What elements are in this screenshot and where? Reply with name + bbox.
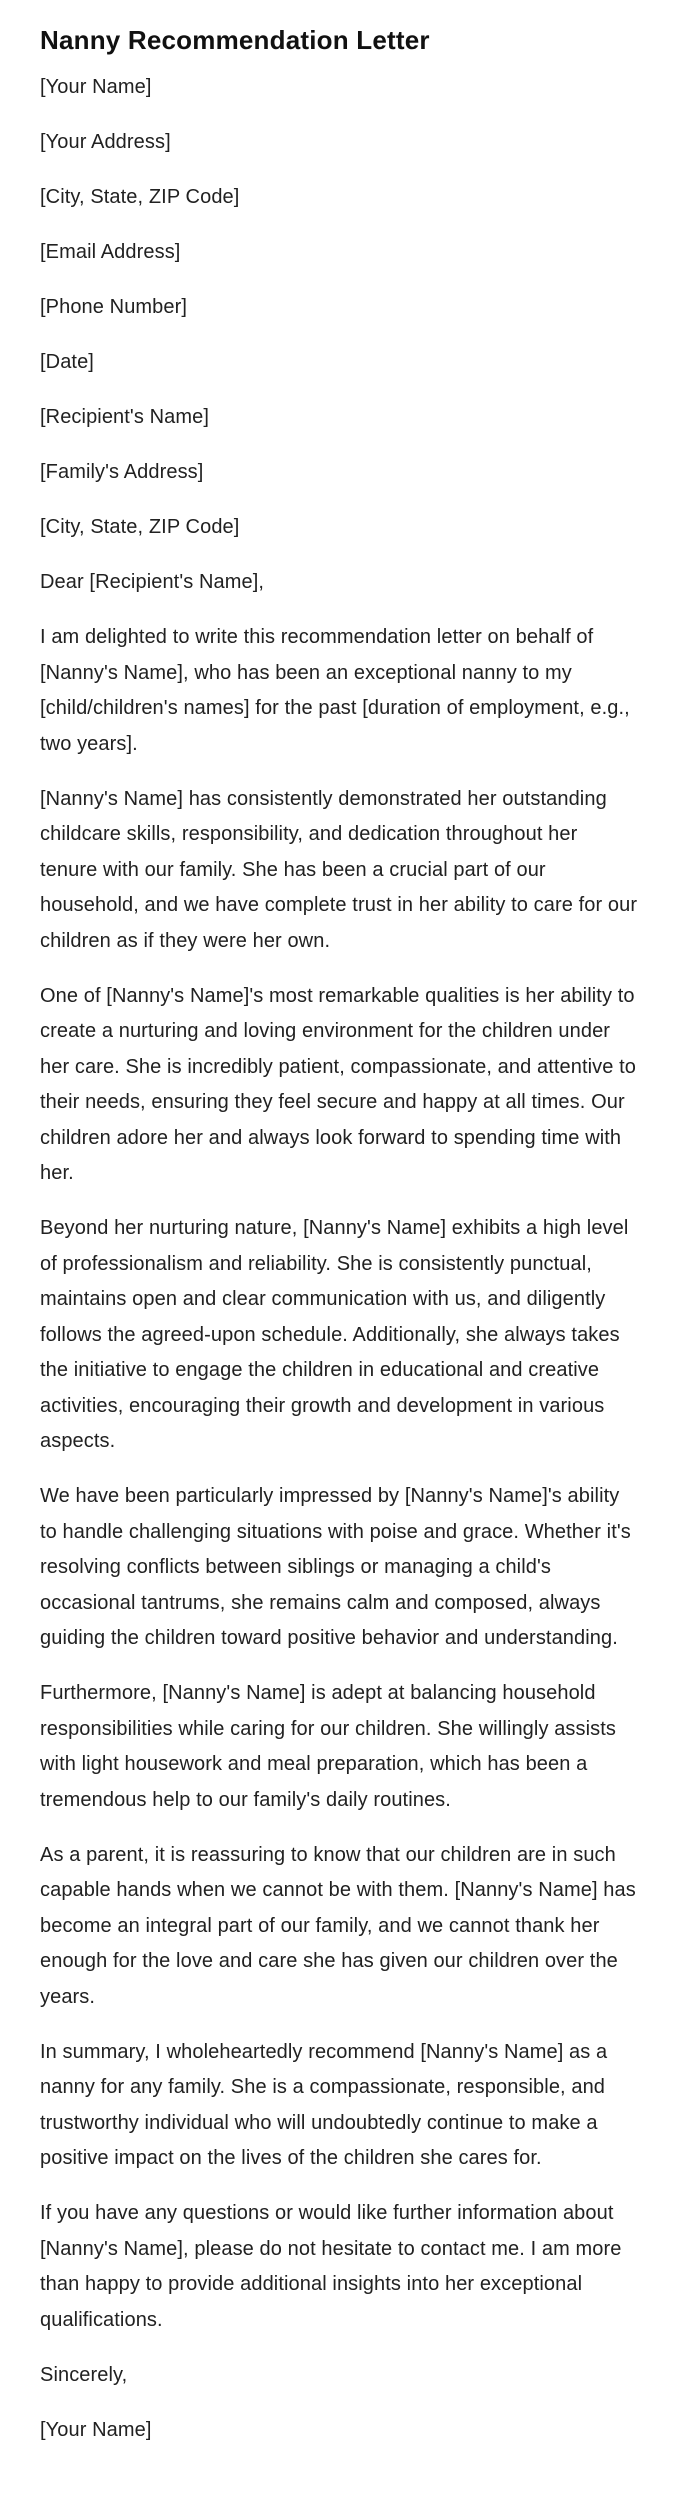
sender-name-placeholder: [Your Name] — [40, 76, 152, 98]
letter-closing: Sincerely, — [40, 2363, 128, 2386]
sender-phone-placeholder: [Phone Number] — [40, 296, 188, 318]
recipient-name-placeholder: [Recipient's Name] — [40, 406, 210, 428]
letter-paragraph-poise: We have been particularly impressed by [Nanny's Name]'s ability to handle challenging situations with poise and grace. Whether it's resolving conflicts between siblings or managing a child's occasional tantrums, she remains calm and composed, always guiding the children toward positive behavior and understanding. — [40, 1485, 631, 1649]
sender-email-placeholder: [Email Address] — [40, 241, 181, 263]
letter-paragraph-professionalism: Beyond her nurturing nature, [Nanny's Name] exhibits a high level of professionalism and reliability. She is consistently punctual, maintains open and clear communication with us, and diligently follows the agreed-upon schedule. Additionally, she always takes the initiative to engage the children in educational and creative activities, encouraging their growth and development in various aspects. — [40, 1217, 629, 1452]
letter-paragraph-intro: I am delighted to write this recommendation letter on behalf of [Nanny's Name], who has been an exceptional nanny to my [child/children's names] for the past [duration of employment, e.g., two years]. — [40, 626, 630, 755]
sender-city-state-zip-placeholder: [City, State, ZIP Code] — [40, 186, 240, 208]
recipient-city-state-zip-placeholder: [City, State, ZIP Code] — [40, 516, 240, 538]
letter-paragraph-reassurance: As a parent, it is reassuring to know that our children are in such capable hands when we cannot be with them. [Nanny's Name] has become an integral part of our family, and we cannot thank her enough for the love and care she has given our children over the years. — [40, 1843, 636, 2008]
letter-paragraph-household: Furthermore, [Nanny's Name] is adept at balancing household responsibilities while caring for our children. She willingly assists with light housework and meal preparation, which has been a tremendous help to our family's daily routines. — [40, 1682, 617, 1811]
date-placeholder: [Date] — [40, 351, 94, 373]
letter-paragraph-skills: [Nanny's Name] has consistently demonstrated her outstanding childcare skills, responsibility, and dedication throughout her tenure with our family. She has been a crucial part of our household, and we have complete trust in her ability to care for our children as if they were her own. — [40, 787, 638, 952]
sender-address-placeholder: [Your Address] — [40, 131, 171, 153]
letter-signature: [Your Name] — [40, 2418, 152, 2441]
family-address-placeholder: [Family's Address] — [40, 461, 204, 483]
letter-paragraph-summary: In summary, I wholeheartedly recommend [Nanny's Name] as a nanny for any family. She is a compassionate, responsible, and trustworthy individual who will undoubtedly continue to make a positive impact on the lives of the children she cares for. — [40, 2040, 608, 2169]
letter-salutation: Dear [Recipient's Name], — [40, 571, 265, 593]
letter-paragraph-contact: If you have any questions or would like further information about [Nanny's Name], please do not hesitate to contact me. I am more than happy to provide additional insights into her exceptional qualifications. — [40, 2202, 622, 2331]
letter-paragraph-qualities: One of [Nanny's Name]'s most remarkable qualities is her ability to create a nurturing and loving environment for the children under her care. She is incredibly patient, compassionate, and attentive to their needs, ensuring they feel secure and happy at all times. Our children adore her and always look forward to spending time with her. — [40, 984, 637, 1184]
letter-title: Nanny Recommendation Letter — [40, 25, 430, 55]
